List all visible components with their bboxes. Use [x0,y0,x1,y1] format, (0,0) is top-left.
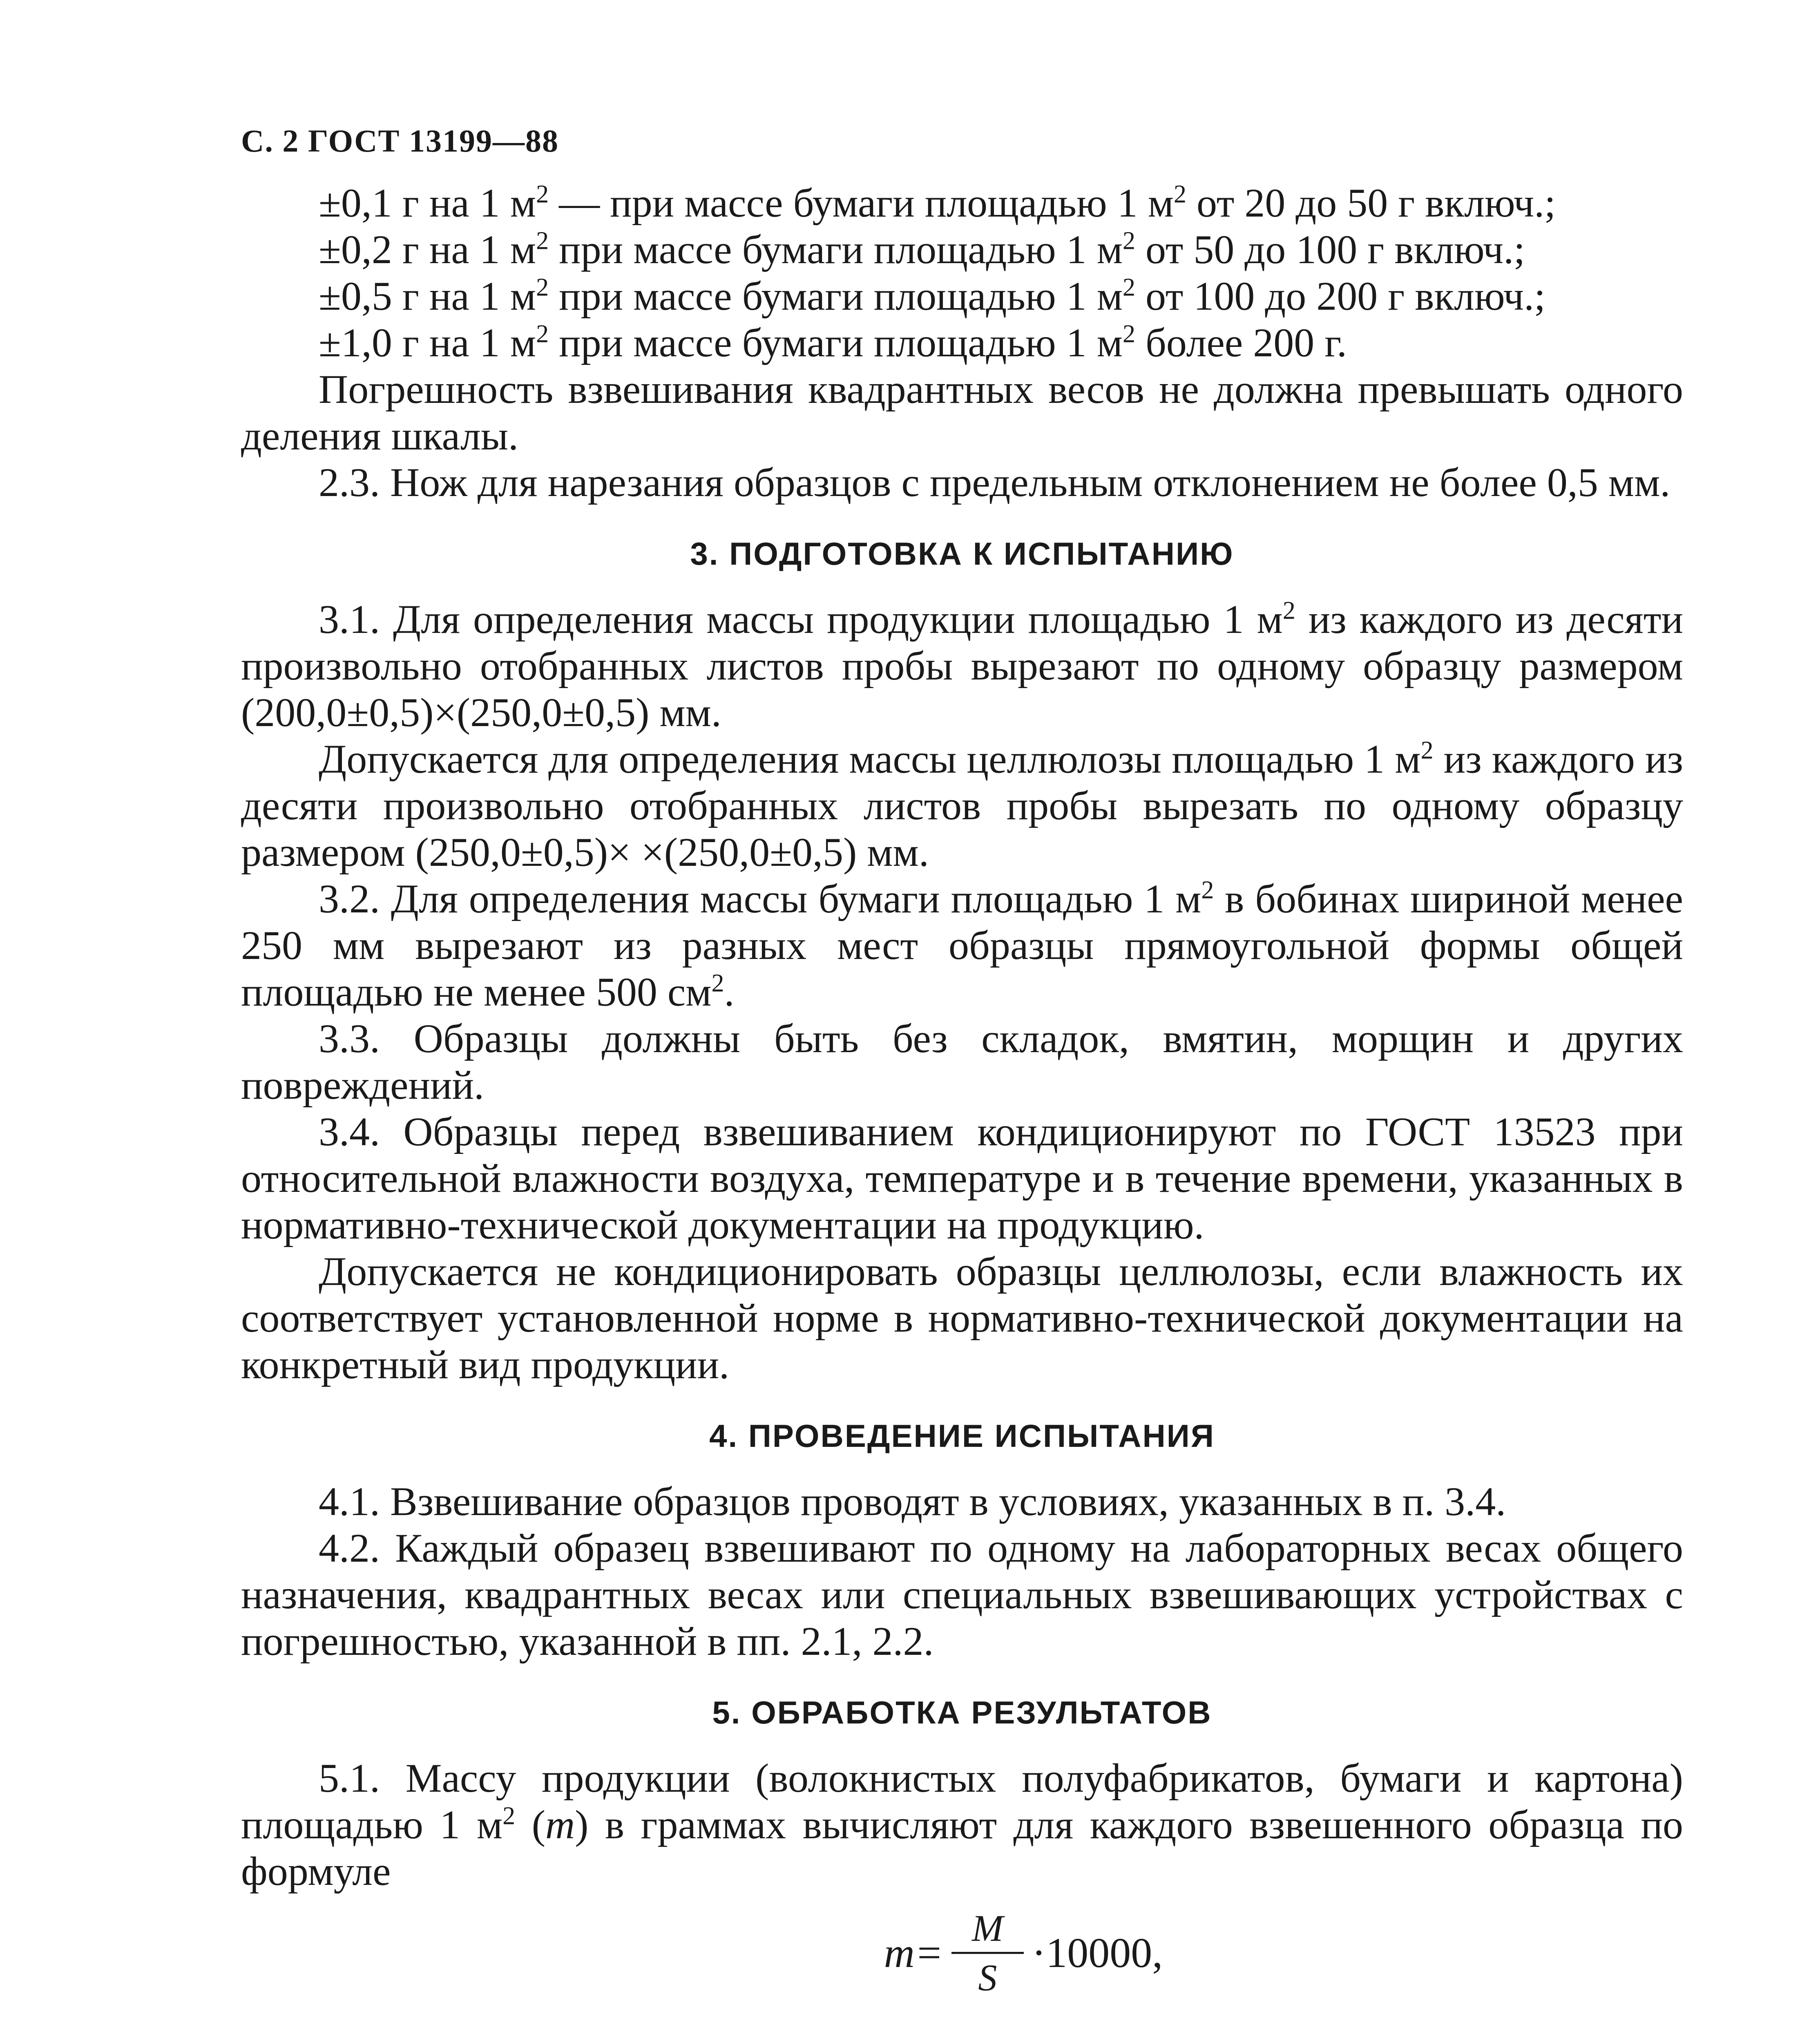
clause-3-4-allowance: Допускается не кондиционировать образцы целлюлозы, если влажность их соответствует установленной норме в нормативно-технической документации на конкретный вид продукции. [241,1249,1683,1387]
section-5-heading: 5. ОБРАБОТКА РЕЗУЛЬТАТОВ [712,1694,1212,1730]
formula-lhs: m= [884,1929,943,1976]
clause-3-2: 3.2. Для определения массы бумаги площадью 1 $м^2$ в бобинах шириной менее 250 мм вырезают из разных мест образцы прямоугольной формы общей площадью не менее 500 $см^2$. [241,876,1683,1015]
formula-rhs: ·10000, [1032,1929,1163,1976]
clause-4-2: 4.2. Каждый образец взвешивают по одному на лабораторных весах общего назначения, квадрантных весах или специальных взвешивающих устройствах с погрешностью, указанной в пп. 2.1, 2.2. [241,1525,1683,1664]
tolerance-line-3: ±0,5 г на 1 $м^2$ при массе бумаги площадью 1 $м^2$ от 100 до 200 г включ.; [319,273,1545,319]
clause-3-1-allowance: Допускается для определения массы целлюлозы площадью 1 $м^2$ из каждого из десяти произвольно отобранных листов пробы вырезать по одному образцу размером (250,0±0,5)× ×(250,0±0,5) мм. [241,736,1683,875]
section-3-heading: 3. ПОДГОТОВКА К ИСПЫТАНИЮ [690,536,1234,572]
clause-2-3: 2.3. Нож для нарезания образцов с предельным отклонением не более 0,5 мм. [319,460,1670,505]
tolerance-line-2: ±0,2 г на 1 $м^2$ при массе бумаги площадью 1 $м^2$ от 50 до 100 г включ.; [319,227,1525,272]
page-header: С. 2 ГОСТ 13199—88 [241,123,559,159]
clause-3-4: 3.4. Образцы перед взвешиванием кондиционируют по ГОСТ 13523 при относительной влажности воздуха, температуре и в течение времени, указанных в нормативно-технической документации на продукцию. [241,1109,1683,1247]
mass-formula [241,1907,1683,1999]
section-4-heading: 4. ПРОВЕДЕНИЕ ИСПЫТАНИЯ [709,1418,1215,1454]
weighing-error-paragraph: Погрешность взвешивания квадрантных весов не должна превышать одного деления шкалы. [241,367,1683,458]
clause-3-1: 3.1. Для определения массы продукции площадью 1 $м^2$ из каждого из десяти произвольно отобранных листов пробы вырезают по одному образцу размером (200,0±0,5)×(250,0±0,5) мм. [241,597,1683,735]
clause-5-1: 5.1. Массу продукции (волокнистых полуфабрикатов, бумаги и картона) площадью 1 $м^2$ (m) в граммах вычисляют для каждого взвешенного образца по формуле [241,1755,1683,1894]
tolerance-line-1: ±0,1 г на 1 $м^2$ — при массе бумаги площадью 1 $м^2$ от 20 до 50 г включ.; [319,180,1556,226]
formula-denominator: S [978,1957,997,1998]
clause-4-1: 4.1. Взвешивание образцов проводят в условиях, указанных в п. 3.4. [319,1479,1506,1524]
formula-fraction [951,1907,1024,1999]
clause-3-3: 3.3. Образцы должны быть без складок, вмятин, морщин и других повреждений. [241,1016,1683,1108]
tolerance-line-4: ±1,0 г на 1 $м^2$ при массе бумаги площадью 1 $м^2$ более 200 г. [319,320,1347,365]
formula-numerator: M [951,1907,1024,1954]
document-page [241,123,1683,1999]
